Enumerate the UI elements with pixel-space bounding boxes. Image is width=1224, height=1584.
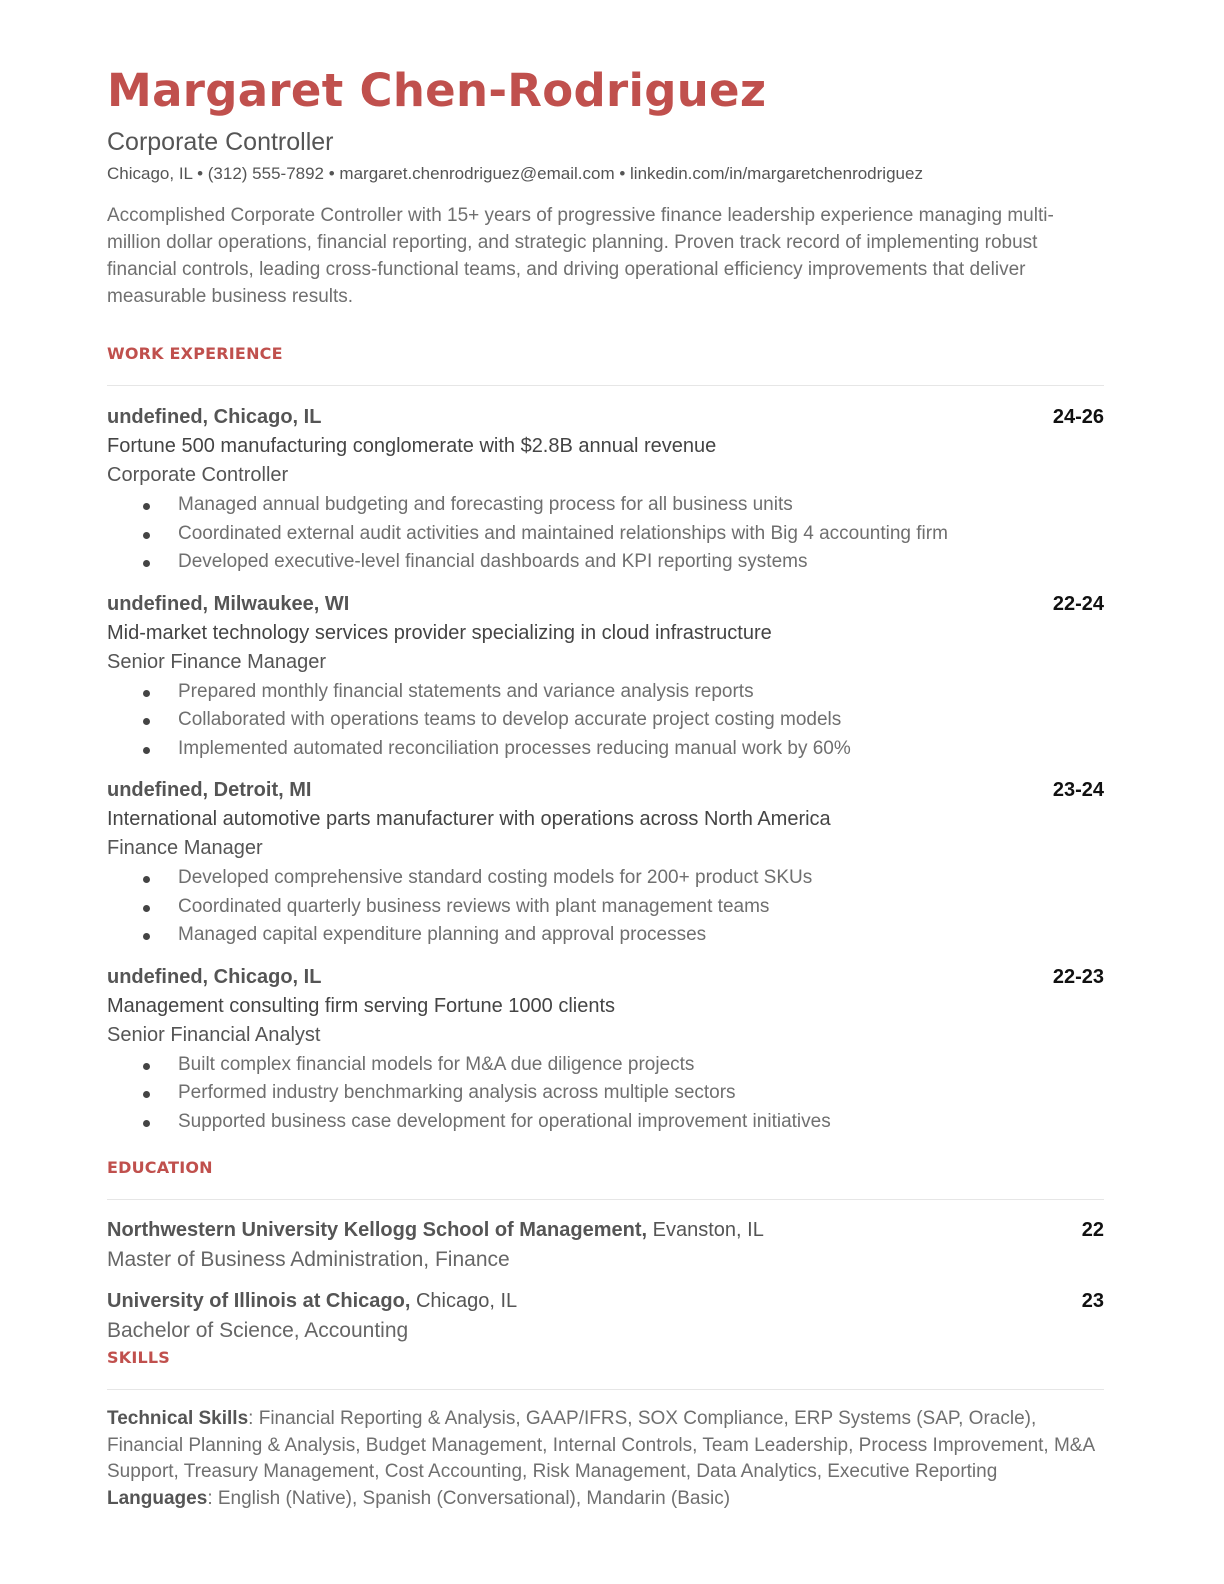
bullet-dot-icon (143, 1091, 150, 1098)
education-entry (107, 1287, 1104, 1345)
education-school: University of Illinois at Chicago, (107, 1290, 411, 1312)
languages-list: : English (Native), Spanish (Conversational), Mandarin (Basic) (207, 1488, 731, 1510)
section-divider (107, 1389, 1104, 1390)
bullet-dot-icon (143, 532, 150, 539)
bullet-text: Managed annual budgeting and forecasting process for all business units (178, 494, 793, 515)
job-bullet (107, 548, 1104, 577)
bullet-text: Managed capital expenditure planning and approval processes (178, 924, 707, 945)
bullet-dot-icon (143, 905, 150, 912)
job-company: undefined, Chicago, IL (107, 965, 322, 988)
bullet-dot-icon (143, 747, 150, 754)
bullet-text: Supported business case development for operational improvement initiatives (178, 1110, 831, 1132)
resume-header (107, 62, 1104, 310)
bullet-text: Implemented automated reconciliation processes reducing manual work by 60% (178, 737, 851, 759)
job-bullet (107, 735, 1104, 764)
job-bullet (107, 1108, 1104, 1137)
job-dates: 22-24 (1052, 592, 1104, 615)
job-company: undefined, Detroit, MI (107, 779, 312, 801)
bullet-text: Coordinated quarterly business reviews with plant management teams (178, 895, 770, 917)
job-bullets (107, 864, 1104, 950)
job-dates: 24-26 (1052, 406, 1104, 428)
education-school-line (107, 1287, 517, 1316)
bullet-text: Developed comprehensive standard costing models for 200+ product SKUs (178, 867, 813, 888)
job-company-description: Management consulting firm serving Fortune 1000 clients (107, 994, 616, 1017)
job-bullet (107, 893, 1104, 922)
section-divider (107, 1199, 1104, 1200)
bullet-dot-icon (143, 1120, 150, 1127)
bullet-text: Performed industry benchmarking analysis across multiple sectors (178, 1082, 736, 1103)
education-school: Northwestern University Kellogg School of Management, (107, 1219, 648, 1241)
job-company-description: Fortune 500 manufacturing conglomerate with $2.8B annual revenue (107, 435, 717, 457)
job-entry (107, 403, 1104, 577)
job-role: Finance Manager (107, 837, 263, 859)
bullet-text: Built complex financial models for M&A due diligence projects (178, 1053, 695, 1075)
technical-skills-label: Technical Skills (107, 1408, 249, 1429)
candidate-title: Corporate Controller (107, 128, 334, 156)
education-entry (107, 1216, 1104, 1274)
work-experience-section (107, 343, 1104, 1136)
job-entry (107, 963, 1104, 1137)
candidate-name: Margaret Chen-Rodriguez (107, 64, 767, 117)
bullet-dot-icon (143, 690, 150, 697)
job-entry (107, 590, 1104, 764)
job-bullet (107, 864, 1104, 893)
job-company-description: International automotive parts manufacturer with operations across North America (107, 808, 831, 830)
job-bullet (107, 1079, 1104, 1108)
bullet-dot-icon (143, 933, 150, 940)
job-bullets (107, 1051, 1104, 1137)
bullet-dot-icon (143, 1063, 150, 1070)
job-bullet (107, 706, 1104, 735)
bullet-text: Developed executive-level financial dashboards and KPI reporting systems (178, 551, 808, 572)
job-dates: 22-23 (1052, 965, 1104, 988)
skills-section (107, 1347, 1104, 1513)
bullet-text: Prepared monthly financial statements and variance analysis reports (178, 680, 754, 702)
summary-paragraph: Accomplished Corporate Controller with 15+ years of progressive finance leadership experience managing multi-million dollar operations, financial reporting, and strategic planning. Proven track record of implementing robust financial controls, leading cross-functional teams, and driving operational efficiency improvements that deliver measurable business results. (107, 205, 1054, 307)
education-school-line (107, 1216, 764, 1245)
education-location: Evanston, IL (647, 1219, 764, 1241)
education-location: Chicago, IL (410, 1290, 518, 1312)
languages-label: Languages (107, 1488, 208, 1510)
job-dates: 23-24 (1052, 779, 1104, 801)
job-bullet (107, 1051, 1104, 1080)
job-role: Senior Finance Manager (107, 650, 327, 673)
job-bullets (107, 678, 1104, 764)
job-company: undefined, Chicago, IL (107, 406, 322, 428)
contact-line: Chicago, IL • (312) 555-7892 • margaret.chenrodriguez@email.com • linkedin.com/in/margaretchenrodriguez (107, 164, 923, 183)
skills-text (107, 1406, 1104, 1513)
job-company-description: Mid-market technology services provider specializing in cloud infrastructure (107, 621, 772, 644)
bullet-dot-icon (143, 718, 150, 725)
education-degree: Master of Business Administration, Finance (107, 1248, 510, 1271)
job-bullet (107, 921, 1104, 950)
job-bullets (107, 491, 1104, 577)
skills-heading: SKILLS (107, 1348, 170, 1367)
bullet-dot-icon (143, 560, 150, 567)
job-role: Corporate Controller (107, 464, 289, 486)
job-bullet (107, 491, 1104, 520)
education-section (107, 1157, 1104, 1345)
work-experience-heading: WORK EXPERIENCE (107, 344, 283, 363)
bullet-dot-icon (143, 503, 150, 510)
education-year: 23 (1081, 1290, 1104, 1312)
technical-skills-list: : Financial Reporting & Analysis, GAAP/IFRS, SOX Compliance, ERP Systems (SAP, Oracle), Financial Planning & Analysis, Budget Management, Internal Controls, Team Leadership, Process Improvement, M&A Support, Treasury Management, Cost Accounting, Risk Management, Data Analytics, Executive Reporting (107, 1408, 1095, 1483)
education-heading: EDUCATION (107, 1158, 213, 1177)
job-company: undefined, Milwaukee, WI (107, 592, 350, 615)
bullet-text: Coordinated external audit activities and maintained relationships with Big 4 accounting firm (178, 522, 948, 544)
job-bullet (107, 678, 1104, 707)
job-bullet (107, 520, 1104, 549)
bullet-dot-icon (143, 876, 150, 883)
education-year: 22 (1081, 1219, 1104, 1241)
bullet-text: Collaborated with operations teams to develop accurate project costing models (178, 709, 842, 730)
job-role: Senior Financial Analyst (107, 1023, 321, 1046)
education-degree: Bachelor of Science, Accounting (107, 1319, 409, 1342)
job-entry (107, 776, 1104, 950)
section-divider (107, 385, 1104, 386)
